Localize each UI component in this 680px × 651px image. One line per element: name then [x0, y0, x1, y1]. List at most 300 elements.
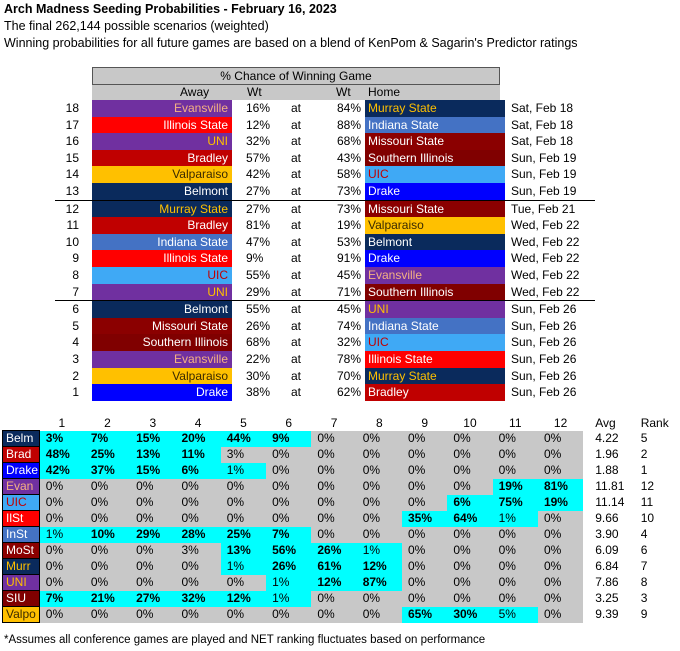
seed-probability-cell: 6%	[175, 463, 220, 479]
game-date: Sun, Feb 26	[511, 335, 577, 350]
seed-probability-cell: 65%	[402, 607, 447, 623]
seed-probability-cell: 0%	[130, 607, 175, 623]
at-label: at	[291, 368, 302, 383]
away-win-pct: 27%	[246, 201, 271, 216]
seed-probability-cell: 1%	[266, 591, 311, 607]
seed-probability-cell: 13%	[221, 543, 266, 559]
seed-probability-cell: 0%	[311, 511, 356, 527]
seed-probability-cell: 0%	[266, 495, 311, 511]
seed-column-header: 12	[553, 416, 568, 431]
seed-probability-cell: 0%	[402, 431, 447, 447]
seed-probability-cell: 56%	[266, 543, 311, 559]
avg-seed: 9.66	[595, 511, 619, 525]
game-date: Sat, Feb 18	[511, 117, 574, 132]
seed-probability-cell: 0%	[538, 463, 583, 479]
avg-seed: 6.84	[595, 559, 619, 573]
seed-probability-cell: 1%	[39, 527, 85, 543]
home-team: Drake	[365, 250, 505, 267]
seeding-row	[3, 575, 680, 591]
home-win-pct: 91%	[337, 251, 362, 266]
away-team: Valparaiso	[92, 368, 232, 385]
away-win-pct: 9%	[246, 251, 264, 266]
seed-probability-cell: 0%	[402, 575, 447, 591]
game-number: 4	[72, 335, 79, 350]
seed-probability-cell: 0%	[85, 559, 130, 575]
away-team: Southern Illinois	[92, 334, 232, 351]
seed-probability-cell: 0%	[311, 431, 356, 447]
seeding-row	[3, 543, 680, 559]
seed-probability-cell: 0%	[538, 559, 583, 575]
rank-value: 1	[640, 463, 648, 477]
seed-probability-cell: 0%	[266, 607, 311, 623]
games-table-header	[92, 85, 500, 100]
seed-probability-cell: 0%	[221, 495, 266, 511]
seed-probability-cell: 0%	[39, 543, 85, 559]
home-team: Missouri State	[365, 133, 505, 150]
seed-probability-cell: 0%	[130, 479, 175, 495]
seed-probability-cell: 75%	[493, 495, 538, 511]
seeding-row	[3, 511, 680, 527]
seed-probability-cell: 28%	[175, 527, 220, 543]
home-team: Illinois State	[365, 351, 505, 368]
game-date: Sun, Feb 19	[511, 150, 577, 165]
avg-seed: 3.90	[595, 527, 619, 541]
game-row	[55, 368, 595, 385]
seeding-row	[3, 431, 680, 447]
game-number: 13	[65, 183, 79, 198]
seed-probability-cell: 0%	[493, 591, 538, 607]
team-label: IlSt	[3, 511, 40, 527]
rank-value: 8	[640, 575, 648, 589]
col-away-wt: Wt	[247, 85, 262, 99]
game-date: Sun, Feb 26	[511, 302, 577, 317]
seeding-row	[3, 495, 680, 511]
home-win-pct: 68%	[337, 134, 362, 149]
away-team: Indiana State	[92, 234, 232, 251]
game-number: 2	[72, 368, 79, 383]
seed-probability-cell: 1%	[221, 463, 266, 479]
away-team: Belmont	[92, 183, 232, 200]
home-win-pct: 32%	[337, 335, 362, 350]
team-label: MoSt	[3, 543, 40, 559]
away-win-pct: 27%	[246, 183, 271, 198]
col-home: Home	[368, 85, 401, 99]
game-number: 15	[65, 150, 79, 165]
away-win-pct: 26%	[246, 318, 271, 333]
home-team: UIC	[365, 166, 505, 183]
home-team: Drake	[365, 183, 505, 200]
home-team: Belmont	[365, 234, 505, 251]
at-label: at	[291, 267, 302, 282]
game-number: 10	[65, 234, 79, 249]
game-date: Sun, Feb 26	[511, 368, 577, 383]
away-win-pct: 32%	[246, 134, 271, 149]
rank-value: 3	[640, 591, 648, 605]
away-win-pct: 22%	[246, 351, 271, 366]
seed-probability-cell: 61%	[311, 559, 356, 575]
seed-probability-cell: 0%	[538, 431, 583, 447]
away-team: Bradley	[92, 217, 232, 234]
seed-probability-cell: 0%	[266, 463, 311, 479]
seed-probability-cell: 44%	[221, 431, 266, 447]
seed-probability-cell: 0%	[447, 447, 492, 463]
seed-column-header: 3	[149, 416, 157, 431]
home-win-pct: 62%	[337, 385, 362, 400]
seed-probability-cell: 0%	[493, 447, 538, 463]
game-row	[55, 183, 595, 200]
seed-probability-cell: 0%	[311, 447, 356, 463]
seed-probability-cell: 0%	[175, 607, 220, 623]
game-number: 5	[72, 318, 79, 333]
seed-probability-cell: 26%	[311, 543, 356, 559]
rank-value: 5	[640, 431, 648, 445]
seed-probability-cell: 0%	[39, 575, 85, 591]
away-win-pct: 38%	[246, 385, 271, 400]
corner-cell	[3, 416, 40, 431]
seed-probability-cell: 0%	[266, 511, 311, 527]
subtitle-scenarios: The final 262,144 possible scenarios (weighted)	[4, 19, 269, 33]
seed-probability-cell: 1%	[221, 559, 266, 575]
seed-probability-cell: 37%	[85, 463, 130, 479]
rank-value: 7	[640, 559, 648, 573]
seed-probability-cell: 81%	[538, 479, 583, 495]
seed-probability-cell: 0%	[221, 479, 266, 495]
game-row	[55, 133, 595, 150]
col-away: Away	[180, 85, 210, 99]
seed-probability-cell: 0%	[39, 607, 85, 623]
away-win-pct: 47%	[246, 234, 271, 249]
home-team: UIC	[365, 334, 505, 351]
seed-probability-cell: 0%	[538, 575, 583, 591]
at-label: at	[291, 251, 302, 266]
team-label: UNI	[3, 575, 40, 591]
seed-probability-cell: 19%	[538, 495, 583, 511]
seed-column-header: 11	[509, 416, 522, 431]
seed-probability-cell: 0%	[493, 527, 538, 543]
seed-probability-cell: 0%	[357, 431, 402, 447]
seed-probability-cell: 0%	[357, 479, 402, 495]
home-team: Indiana State	[365, 117, 505, 134]
game-number: 11	[66, 218, 79, 233]
game-number: 3	[72, 351, 79, 366]
away-win-pct: 55%	[246, 302, 271, 317]
seed-probability-cell: 0%	[357, 463, 402, 479]
away-team: UNI	[92, 133, 232, 150]
seed-probability-cell: 12%	[311, 575, 356, 591]
game-row	[55, 234, 595, 251]
seed-probability-cell: 12%	[221, 591, 266, 607]
seed-probability-cell: 15%	[130, 463, 175, 479]
footnote: *Assumes all conference games are played and NET ranking fluctuates based on performance	[4, 634, 486, 646]
at-label: at	[291, 101, 302, 115]
game-number: 8	[72, 267, 79, 282]
home-win-pct: 43%	[337, 150, 362, 165]
home-team: Murray State	[365, 100, 505, 117]
away-win-pct: 12%	[246, 117, 271, 132]
seed-probability-cell: 0%	[39, 495, 85, 511]
seed-probability-cell: 0%	[175, 559, 220, 575]
seed-probability-cell: 7%	[266, 527, 311, 543]
at-label: at	[291, 284, 302, 299]
game-number: 9	[72, 251, 79, 266]
avg-seed: 9.39	[595, 607, 619, 621]
rank-value: 10	[640, 511, 655, 525]
seed-probability-cell: 0%	[493, 431, 538, 447]
game-row	[55, 150, 595, 167]
home-win-pct: 73%	[337, 183, 362, 198]
seed-probability-cell: 19%	[493, 479, 538, 495]
seed-probability-cell: 0%	[266, 479, 311, 495]
seed-probability-cell: 5%	[493, 607, 538, 623]
seed-probability-cell: 0%	[130, 511, 175, 527]
seed-probability-cell: 0%	[493, 559, 538, 575]
seed-probability-cell: 35%	[402, 511, 447, 527]
at-label: at	[291, 302, 302, 317]
games-list	[55, 100, 595, 401]
away-win-pct: 57%	[246, 150, 271, 165]
at-label: at	[291, 201, 302, 216]
home-team: Missouri State	[365, 201, 505, 218]
away-win-pct: 29%	[246, 284, 271, 299]
games-table-title: % Chance of Winning Game	[92, 67, 500, 85]
seed-probability-cell: 0%	[357, 591, 402, 607]
seed-probability-cell: 0%	[85, 543, 130, 559]
seed-probability-cell: 1%	[357, 543, 402, 559]
home-win-pct: 45%	[337, 302, 362, 317]
seed-probability-cell: 64%	[447, 511, 492, 527]
seed-probability-cell: 0%	[85, 575, 130, 591]
seeding-row	[3, 559, 680, 575]
game-row	[55, 384, 595, 401]
seed-probability-cell: 0%	[447, 463, 492, 479]
team-label: Murr	[3, 559, 40, 575]
home-team: Southern Illinois	[365, 150, 505, 167]
rank-value: 11	[640, 495, 654, 509]
at-label: at	[291, 318, 302, 333]
game-date: Sat, Feb 18	[511, 134, 574, 149]
seed-probability-cell: 0%	[538, 607, 583, 623]
home-team: Indiana State	[365, 318, 505, 335]
seed-probability-cell: 3%	[39, 431, 85, 447]
seed-column-header: 6	[285, 416, 293, 431]
seed-probability-cell: 0%	[402, 527, 447, 543]
seed-probability-cell: 0%	[85, 511, 130, 527]
away-win-pct: 30%	[246, 368, 271, 383]
game-row	[55, 100, 595, 117]
game-row	[55, 300, 595, 318]
seed-probability-cell: 0%	[447, 591, 492, 607]
at-label: at	[291, 218, 302, 233]
seed-probability-cell: 0%	[221, 575, 266, 591]
away-team: Evansville	[92, 351, 232, 368]
away-team: Valparaiso	[92, 166, 232, 183]
seed-probability-cell: 0%	[130, 575, 175, 591]
at-label: at	[291, 183, 302, 198]
game-row	[55, 267, 595, 284]
seed-probability-cell: 0%	[538, 591, 583, 607]
seeding-row	[3, 527, 680, 543]
seed-probability-cell: 0%	[311, 607, 356, 623]
seed-probability-cell: 0%	[85, 495, 130, 511]
seed-probability-cell: 0%	[357, 607, 402, 623]
game-number: 7	[72, 284, 79, 299]
seed-probability-cell: 0%	[311, 527, 356, 543]
home-win-pct: 19%	[337, 218, 362, 233]
home-team: Evansville	[365, 267, 505, 284]
seeding-row	[3, 463, 680, 479]
seed-probability-cell: 0%	[311, 591, 356, 607]
seeding-row	[3, 607, 680, 623]
seed-probability-cell: 0%	[85, 607, 130, 623]
game-number: 12	[65, 201, 79, 216]
game-date: Sun, Feb 19	[511, 183, 577, 198]
game-date: Wed, Feb 22	[511, 218, 580, 233]
at-label: at	[291, 351, 302, 366]
away-team: Bradley	[92, 150, 232, 167]
seed-probability-cell: 0%	[266, 447, 311, 463]
rank-header: Rank	[640, 416, 669, 431]
seed-probability-cell: 0%	[311, 479, 356, 495]
game-date: Wed, Feb 22	[511, 234, 580, 249]
seed-probability-cell: 11%	[175, 447, 220, 463]
seed-column-header: 8	[376, 416, 383, 431]
home-win-pct: 74%	[337, 318, 362, 333]
game-date: Sun, Feb 26	[511, 385, 577, 400]
away-team: Belmont	[92, 301, 232, 318]
team-label: Belm	[3, 431, 40, 447]
rank-value: 2	[640, 447, 648, 461]
away-team: Evansville	[92, 100, 232, 117]
game-row	[55, 318, 595, 335]
team-label: InSt	[3, 527, 40, 543]
seed-probability-cell: 0%	[175, 575, 220, 591]
seed-column-header: 1	[58, 416, 66, 431]
game-date: Sun, Feb 26	[511, 351, 577, 366]
seed-probability-cell: 12%	[357, 559, 402, 575]
seed-probability-cell: 0%	[311, 463, 356, 479]
team-label: UIC	[3, 495, 40, 511]
avg-seed: 6.09	[595, 543, 619, 557]
seed-probability-cell: 0%	[447, 431, 492, 447]
at-label: at	[291, 335, 302, 350]
seed-probability-cell: 0%	[493, 463, 538, 479]
seed-probability-cell: 32%	[175, 591, 220, 607]
seed-probability-cell: 0%	[447, 527, 492, 543]
seed-column-header: 9	[421, 416, 428, 431]
rank-value: 6	[640, 543, 648, 557]
game-date: Wed, Feb 22	[511, 251, 580, 266]
seed-probability-cell: 0%	[402, 559, 447, 575]
page-title: Arch Madness Seeding Probabilities - February 16, 2023	[4, 2, 337, 16]
home-win-pct: 70%	[337, 368, 362, 383]
seed-probability-cell: 0%	[39, 511, 85, 527]
seed-column-header: 2	[104, 416, 111, 431]
seed-probability-cell: 30%	[447, 607, 492, 623]
avg-seed: 4.22	[595, 431, 619, 445]
at-label: at	[291, 385, 302, 400]
at-label: at	[291, 117, 302, 132]
home-team: UNI	[365, 301, 505, 318]
home-team: Murray State	[365, 368, 505, 385]
subtitle-method: Winning probabilities for all future games are based on a blend of KenPom & Sagarin's Predictor ratings	[4, 36, 578, 50]
seed-probability-cell: 0%	[402, 447, 447, 463]
away-team: UIC	[92, 267, 232, 284]
seed-probability-cell: 13%	[130, 447, 175, 463]
seed-probability-cell: 0%	[538, 527, 583, 543]
at-label: at	[291, 150, 302, 165]
seed-probability-cell: 20%	[175, 431, 220, 447]
home-win-pct: 84%	[337, 101, 362, 115]
seed-column-header: 4	[194, 416, 202, 431]
avg-seed: 3.25	[595, 591, 619, 605]
game-row	[55, 200, 595, 218]
seed-probability-cell: 9%	[266, 431, 311, 447]
home-win-pct: 58%	[337, 167, 362, 182]
away-team: Illinois State	[92, 117, 232, 134]
game-row	[55, 334, 595, 351]
home-win-pct: 88%	[337, 117, 362, 132]
seed-probability-cell: 1%	[266, 575, 311, 591]
seed-probability-cell: 0%	[175, 479, 220, 495]
seed-probability-cell: 6%	[447, 495, 492, 511]
game-number: 6	[72, 302, 79, 317]
game-number: 14	[65, 167, 79, 182]
seed-probability-cell: 0%	[130, 495, 175, 511]
seeding-row	[3, 447, 680, 463]
seed-probability-cell: 0%	[221, 607, 266, 623]
at-label: at	[291, 167, 302, 182]
away-win-pct: 55%	[246, 267, 271, 282]
avg-seed: 1.88	[595, 463, 619, 477]
seed-probability-cell: 7%	[85, 431, 130, 447]
col-home-wt: Wt	[336, 85, 351, 99]
away-team: Missouri State	[92, 318, 232, 335]
seeding-row	[3, 591, 680, 607]
seed-probability-cell: 0%	[402, 543, 447, 559]
avg-header: Avg	[595, 416, 616, 431]
game-row	[55, 166, 595, 183]
away-team: Illinois State	[92, 250, 232, 267]
game-row	[55, 117, 595, 134]
game-date: Tue, Feb 21	[511, 201, 576, 216]
away-win-pct: 81%	[246, 218, 271, 233]
game-row	[55, 284, 595, 301]
seed-probability-cell: 0%	[39, 479, 85, 495]
seed-probability-cell: 0%	[357, 511, 402, 527]
seed-probability-cell: 7%	[39, 591, 85, 607]
seed-probability-cell: 0%	[357, 495, 402, 511]
seed-probability-cell: 25%	[221, 527, 266, 543]
game-row	[55, 217, 595, 234]
game-date: Sun, Feb 19	[511, 167, 577, 182]
seed-probability-cell: 0%	[402, 479, 447, 495]
home-team: Bradley	[365, 384, 505, 401]
seed-column-header: 7	[330, 416, 338, 431]
away-win-pct: 16%	[246, 101, 271, 115]
seed-probability-cell: 0%	[447, 559, 492, 575]
away-team: Murray State	[92, 201, 232, 218]
seed-probability-cell: 48%	[39, 447, 85, 463]
game-date: Wed, Feb 22	[511, 267, 580, 282]
home-win-pct: 53%	[337, 234, 362, 249]
game-number: 1	[72, 385, 79, 400]
game-date: Wed, Feb 22	[511, 284, 580, 299]
seed-column-header: 10	[463, 416, 477, 431]
game-row	[55, 250, 595, 267]
seed-probability-cell: 10%	[85, 527, 130, 543]
seed-probability-cell: 26%	[266, 559, 311, 575]
seed-probability-cell: 0%	[447, 543, 492, 559]
